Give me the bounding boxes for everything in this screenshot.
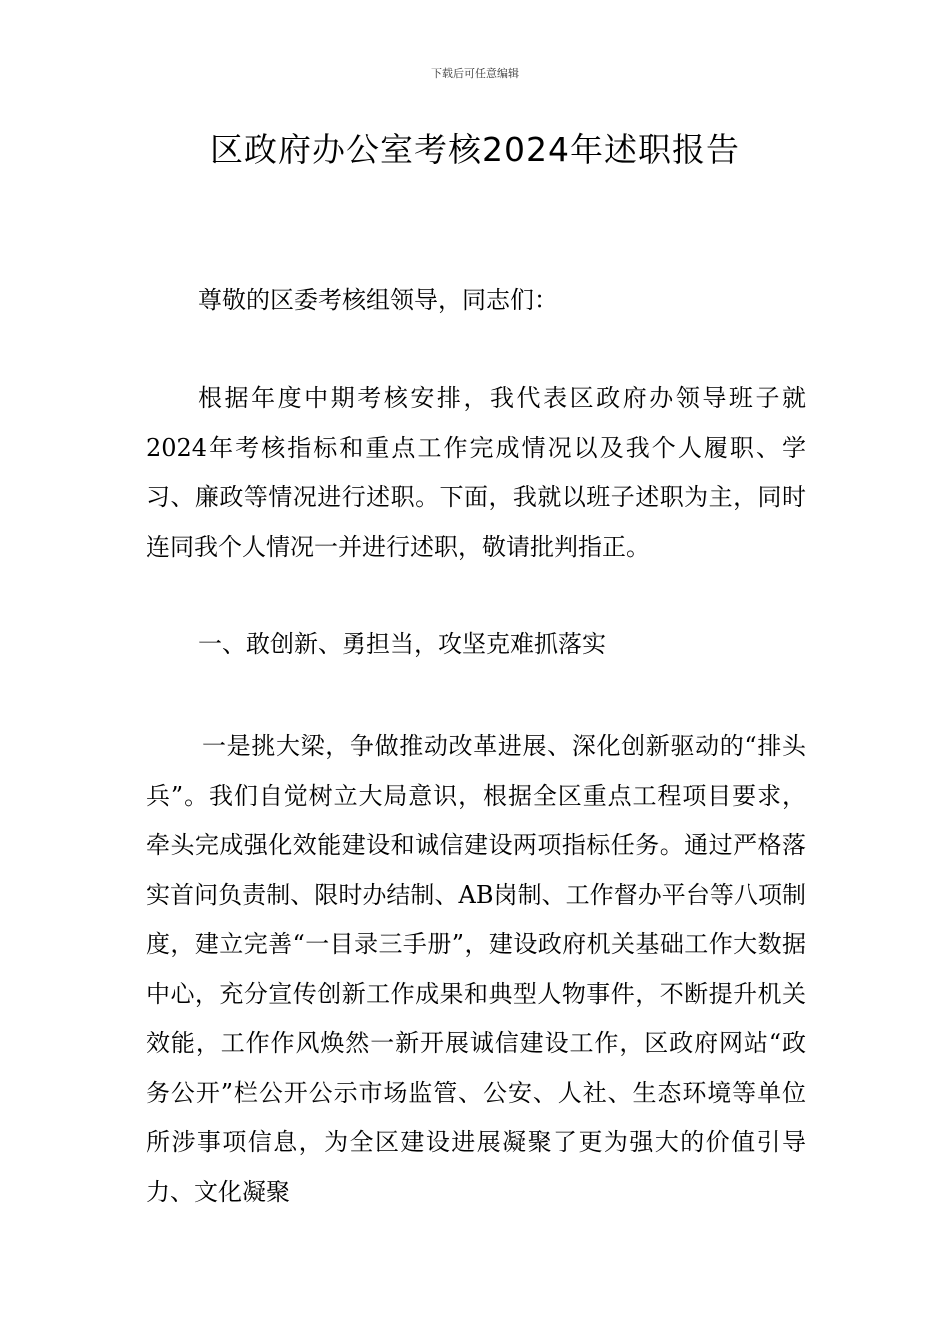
section-heading-1: 一、敢创新、勇担当，攻坚克难抓落实 [198,630,606,658]
header-note: 下载后可任意编辑 [431,67,519,80]
paragraph-intro: 根据年度中期考核安排，我代表区政府办领导班子就2024年考核指标和重点工作完成情况以及我个人履职、学习、廉政等情况进行述职。下面，我就以班子述职为主，同时连同我个人情况一并进行述职，敬请批判指正。 [146,384,806,561]
paragraph-section-1: 一是挑大梁，争做推动改革进展、深化创新驱动的“排头兵”。我们自觉树立大局意识，根据全区重点工程项目要求，牵头完成强化效能建设和诚信建设两项指标任务。通过严格落实首问负责制、限时办结制、AB岗制、工作督办平台等八项制度，建立完善“一目录三手册”，建设政府机关基础工作大数据中心，充分宣传创新工作成果和典型人物事件，不断提升机关效能，工作作风焕然一新开展诚信建设工作，区政府网站“政务公开”栏公开公示市场监管、公安、人社、生态环境等单位所涉事项信息，为全区建设进展凝聚了更为强大的价值引导力、文化凝聚 [146,732,806,1206]
salutation: 尊敬的区委考核组领导，同志们： [198,286,558,314]
document-title: 区政府办公室考核2024年述职报告 [210,130,740,169]
